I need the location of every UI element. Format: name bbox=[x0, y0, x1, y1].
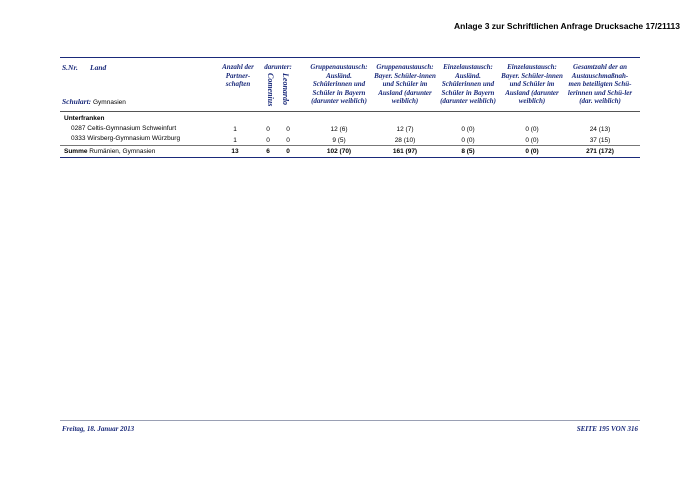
footer-date: Freitag, 18. Januar 2013 bbox=[62, 425, 135, 433]
table-top-rule bbox=[60, 57, 640, 58]
land-label: Land bbox=[90, 63, 107, 72]
row-comenius: 0 bbox=[266, 137, 270, 144]
row-ga-bay: 28 (10) bbox=[394, 137, 416, 144]
summe-label-bold: Summe bbox=[64, 148, 88, 155]
row-leonardo: 0 bbox=[286, 126, 290, 133]
summe-anzahl: 13 bbox=[231, 148, 239, 155]
col-gesamt-header: Gesamtzahl der an Austauschmaßnah-men beteiligten Schü-lerinnen und Schü-ler (dar. weiblich) bbox=[567, 63, 633, 106]
col-anzahl-header: Anzahl der Partner-schaften bbox=[222, 63, 254, 89]
row-ea-bay: 0 (0) bbox=[525, 126, 539, 133]
summe-top-rule bbox=[60, 145, 640, 146]
col-leonardo-header: Leonardo bbox=[281, 73, 290, 105]
document-title: Anlage 3 zur Schriftlichen Anfrage Drucksache 17/21113 bbox=[454, 21, 680, 31]
row-school-name: 0287 Celtis-Gymnasium Schweinfurt bbox=[71, 125, 177, 132]
table-bottom-rule bbox=[60, 157, 640, 158]
schulart-value: Gymnasien bbox=[93, 99, 126, 106]
summe-ea-bay: 0 (0) bbox=[525, 148, 539, 155]
col-ga-ausl-header: Gruppenaustausch: Ausländ. Schülerinnen und Schüler in Bayern (darunter weiblich) bbox=[310, 63, 368, 106]
row-ea-ausl: 0 (0) bbox=[461, 137, 475, 144]
summe-label bbox=[64, 148, 155, 155]
schulart-label: Schulart: bbox=[62, 97, 92, 106]
row-anzahl: 1 bbox=[233, 126, 237, 133]
summe-leonardo: 0 bbox=[286, 148, 290, 155]
summe-ea-ausl: 8 (5) bbox=[461, 148, 475, 155]
summe-comenius: 6 bbox=[266, 148, 270, 155]
summe-gesamt: 271 (172) bbox=[586, 148, 614, 155]
row-comenius: 0 bbox=[266, 126, 270, 133]
row-ga-bay: 12 (7) bbox=[396, 126, 414, 133]
header-bottom-rule bbox=[60, 111, 640, 112]
row-school-name: 0333 Wirsberg-Gymnasium Würzburg bbox=[71, 135, 181, 142]
col-ea-ausl-header: Einzelaustausch: Ausländ. Schülerinnen und Schüler in Bayern (darunter weiblich) bbox=[440, 63, 496, 106]
footer-rule bbox=[60, 420, 640, 421]
summe-label-rest: Rumänien, Gymnasien bbox=[89, 148, 156, 155]
summe-ga-bay: 161 (97) bbox=[392, 148, 418, 155]
col-ea-bay-header: Einzelaustausch: Bayer. Schüler-innen und Schüler im Ausland (darunter weiblich) bbox=[501, 63, 563, 106]
col-comenius-header: Comenius bbox=[266, 73, 275, 107]
row-ea-ausl: 0 (0) bbox=[461, 126, 475, 133]
summe-ga-ausl: 102 (70) bbox=[326, 148, 352, 155]
col-darunter-header: darunter: bbox=[264, 63, 292, 71]
row-ga-ausl: 12 (6) bbox=[330, 126, 348, 133]
col-ga-bay-header: Gruppenaustausch: Bayer. Schüler-innen und Schüler im Ausland (darunter weiblich) bbox=[374, 63, 436, 106]
row-ga-ausl: 9 (5) bbox=[332, 137, 346, 144]
schulart-line bbox=[62, 97, 126, 106]
row-ea-bay: 0 (0) bbox=[525, 137, 539, 144]
row-leonardo: 0 bbox=[286, 137, 290, 144]
row-gesamt: 24 (13) bbox=[589, 126, 611, 133]
snr-label: S.Nr. bbox=[62, 63, 78, 72]
row-gesamt: 37 (15) bbox=[589, 137, 611, 144]
region-label: Unterfranken bbox=[64, 115, 105, 122]
footer-page-number: SEITE 195 VON 316 bbox=[576, 425, 638, 433]
row-anzahl: 1 bbox=[233, 137, 237, 144]
